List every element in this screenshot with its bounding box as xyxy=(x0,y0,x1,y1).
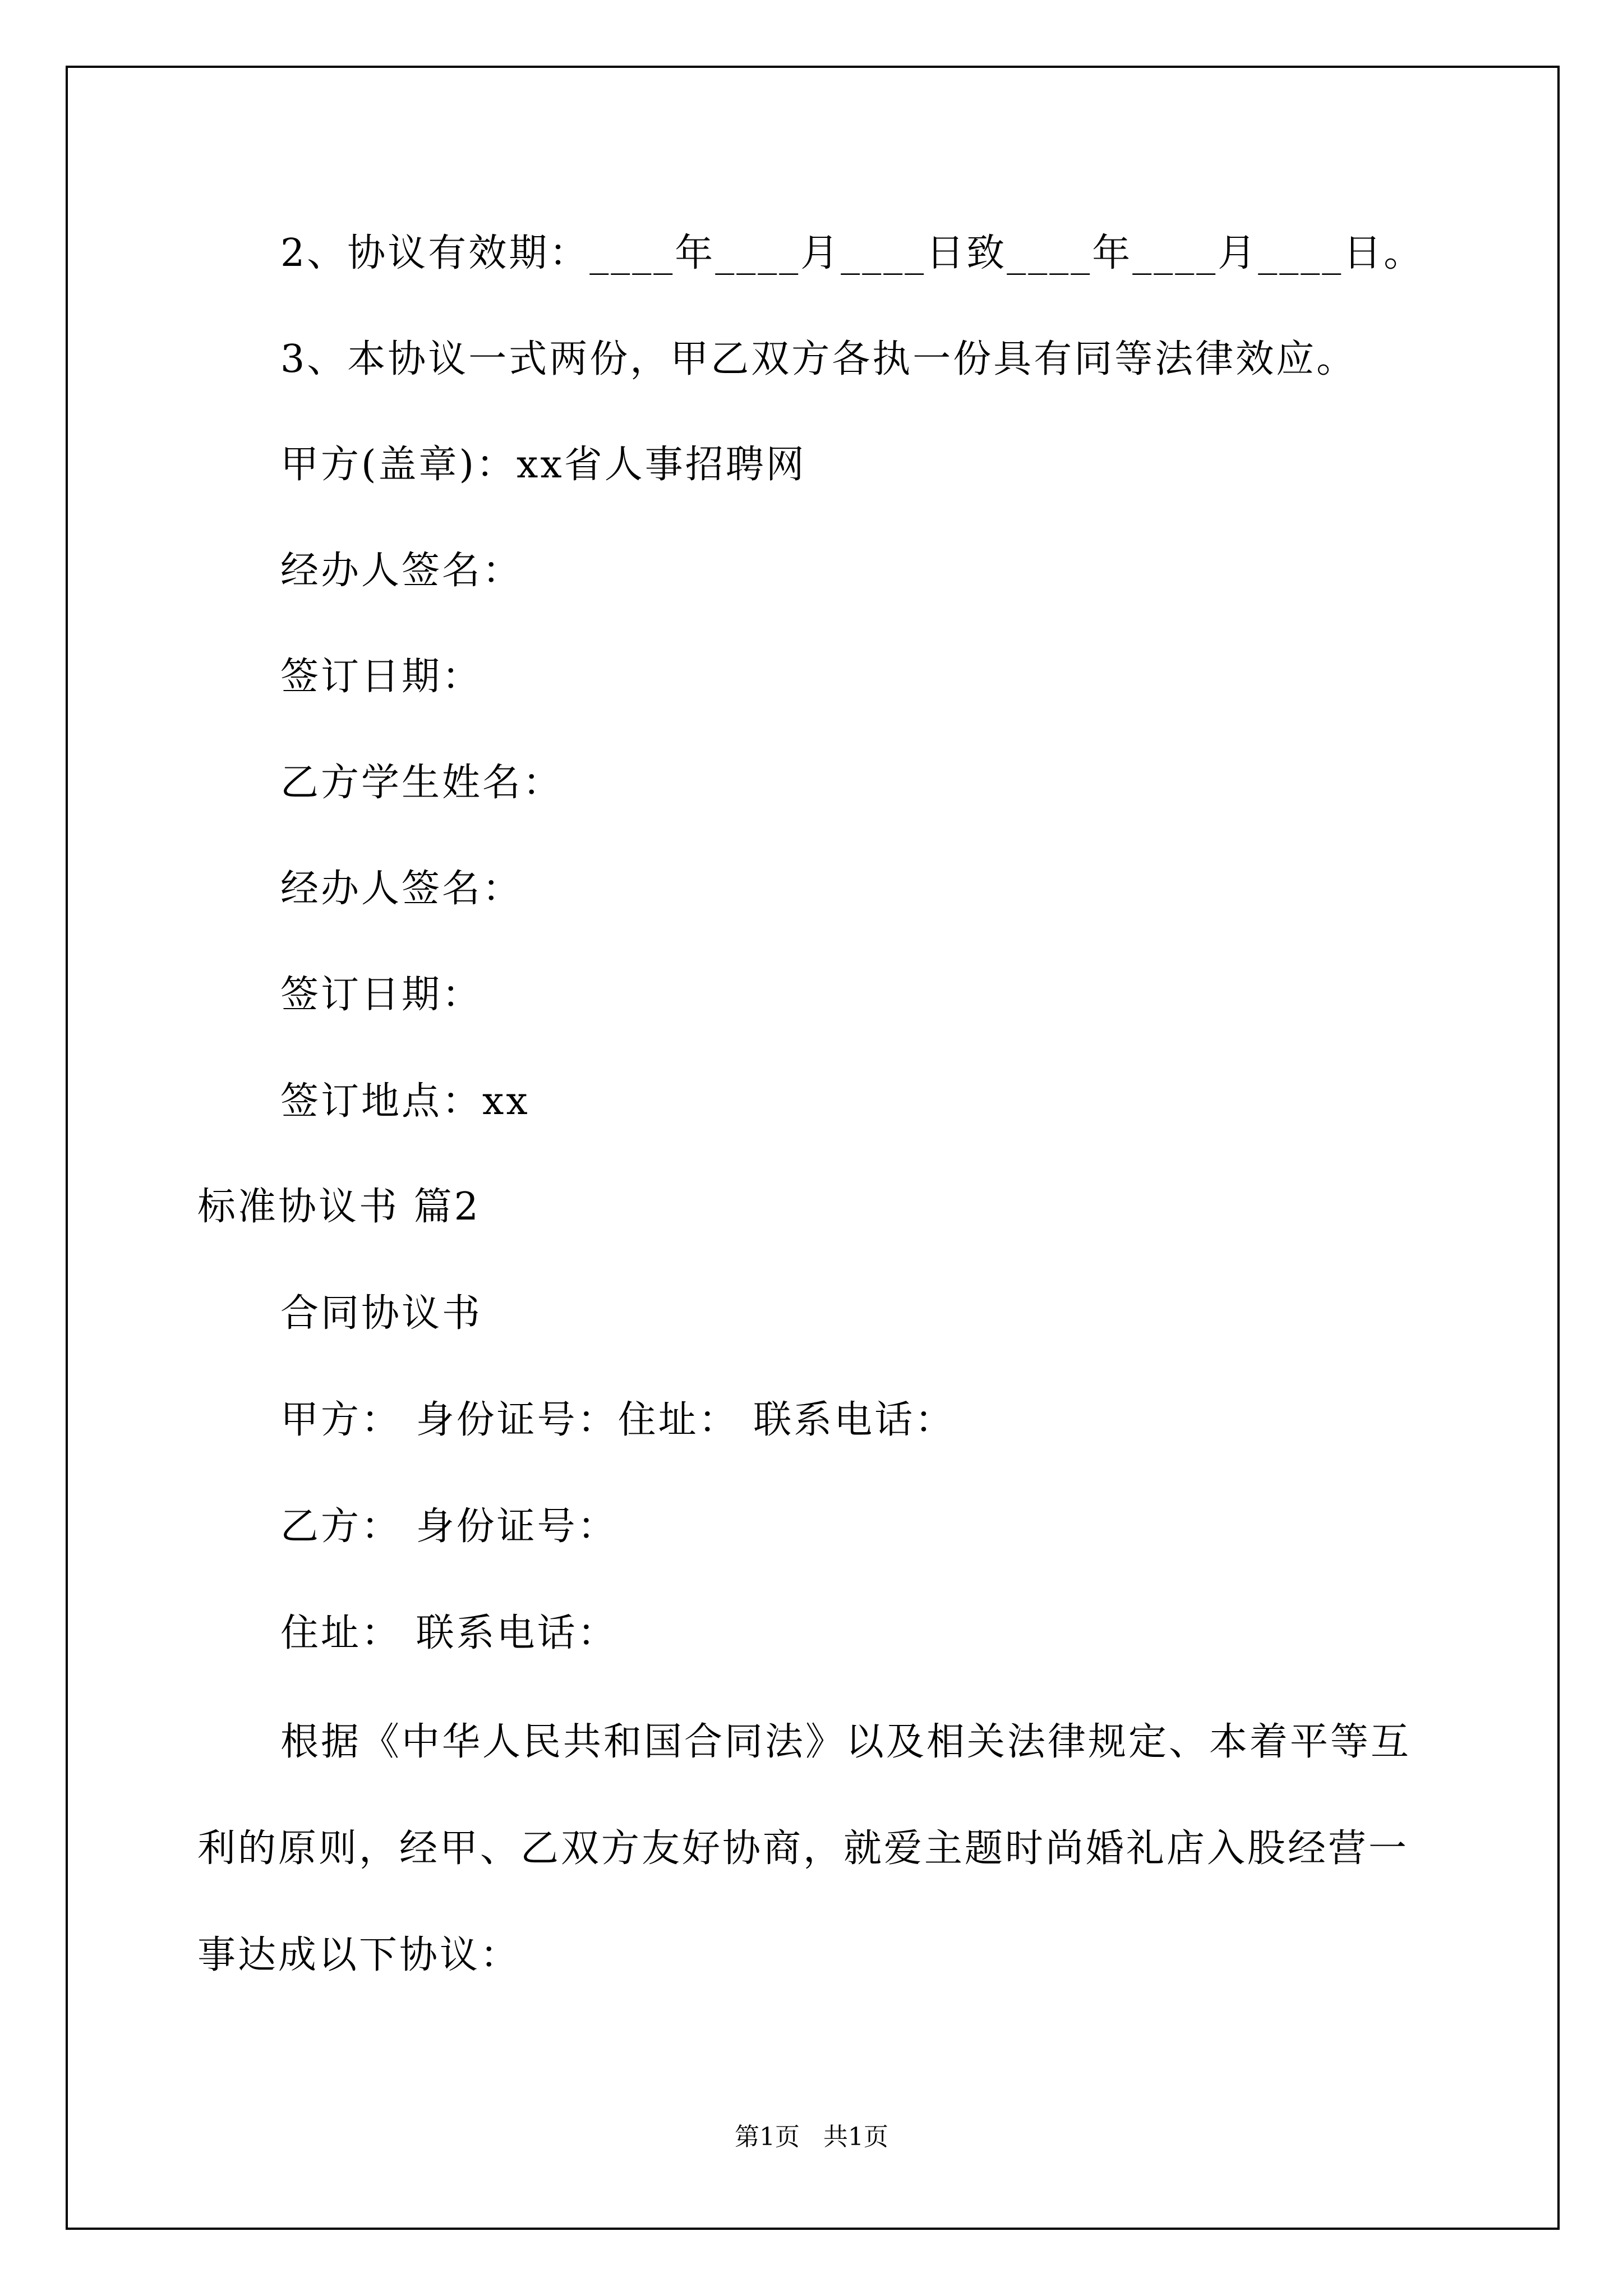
party-b-handler-signature: 经办人签名： xyxy=(280,867,523,911)
term-clause-3: 3、本协议一式两份，甲乙双方各执一份具有同等法律效应。 xyxy=(280,337,1357,381)
sign-location: 签订地点：xx xyxy=(280,1079,530,1124)
party-a-sign-date: 签订日期： xyxy=(280,655,483,699)
party-b-student-name: 乙方学生姓名： xyxy=(280,761,564,805)
page-footer: 第1页 共1页 xyxy=(735,2123,888,2151)
party-b-info: 乙方： 身份证号： xyxy=(280,1504,618,1549)
preamble-line-2: 利的原则，经甲、乙双方友好协商，就爱主题时尚婚礼店入股经营一 xyxy=(197,1826,1409,1871)
page-border xyxy=(66,66,1560,2230)
contract-title: 合同协议书 xyxy=(280,1291,483,1336)
preamble-line-1: 根据《中华人民共和国合同法》以及相关法律规定、本着平等互 xyxy=(280,1720,1412,1764)
term-clause-2: 2、协议有效期：____年____月____日致____年____月____日。 xyxy=(280,231,1424,275)
party-a-handler-signature: 经办人签名： xyxy=(280,549,523,593)
section-heading: 标准协议书 篇2 xyxy=(197,1185,481,1229)
party-a-info: 甲方： 身份证号：住址： 联系电话： xyxy=(280,1398,956,1442)
party-b-sign-date: 签订日期： xyxy=(280,973,483,1017)
party-b-address-phone: 住址： 联系电话： xyxy=(280,1611,618,1655)
preamble-line-3: 事达成以下协议： xyxy=(197,1933,521,1977)
party-a-seal-line: 甲方(盖章)：xx省人事招聘网 xyxy=(280,443,806,487)
